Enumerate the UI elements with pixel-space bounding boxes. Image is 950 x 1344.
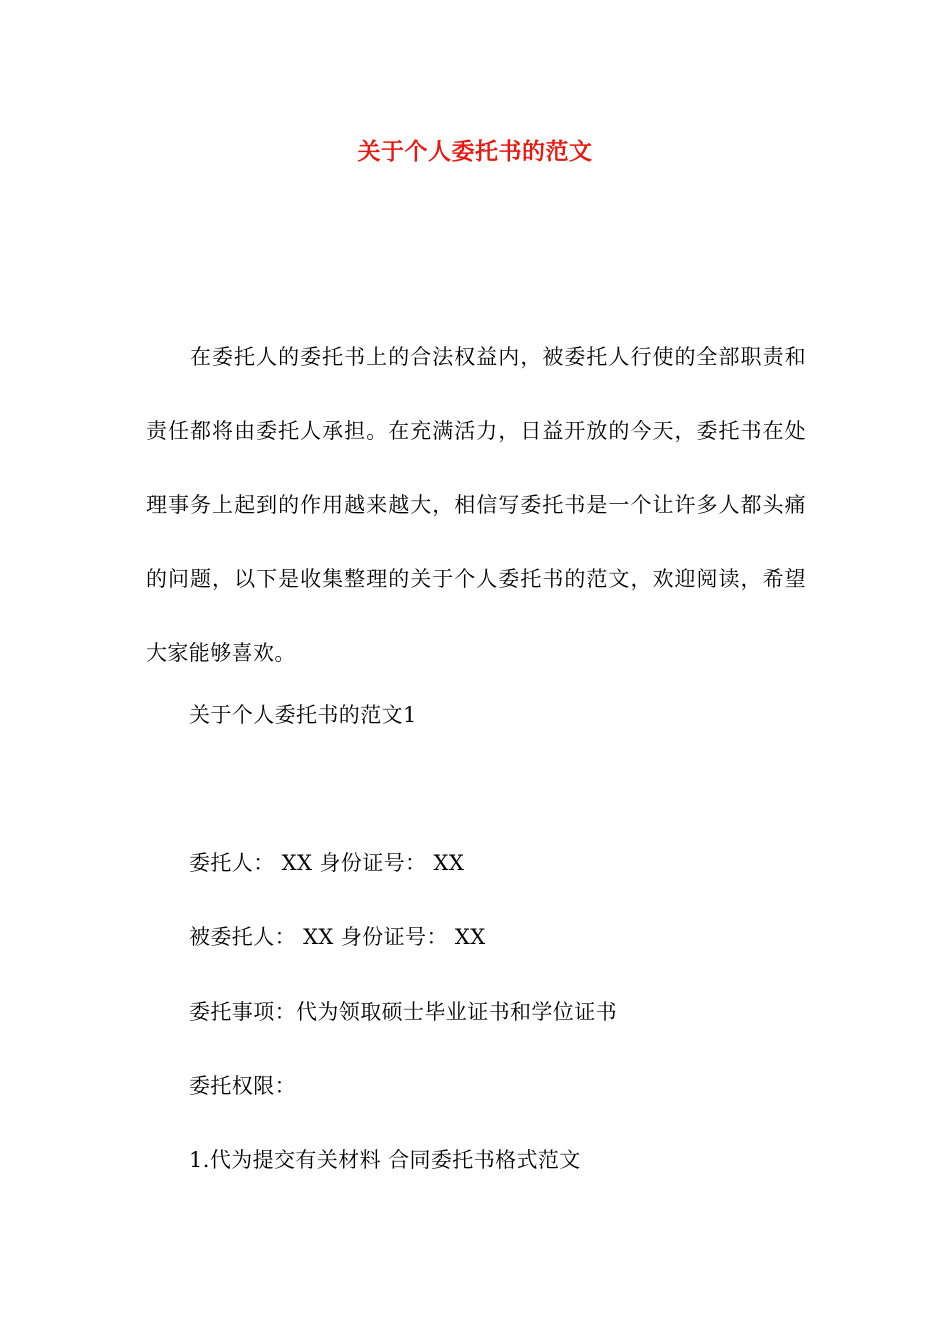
section-heading: 关于个人委托书的范文1	[189, 703, 417, 727]
document-title: 关于个人委托书的范文	[357, 138, 593, 165]
agent-line: 被委托人： XX 身份证号： XX	[189, 925, 486, 949]
principal-line: 委托人： XX 身份证号： XX	[189, 851, 465, 875]
authority-item-1: 1.代为提交有关材料 合同委托书格式范文	[189, 1148, 581, 1172]
matter-line: 委托事项：代为领取硕士毕业证书和学位证书	[189, 1000, 617, 1024]
authority-line: 委托权限：	[189, 1074, 296, 1098]
intro-paragraph: 在委托人的委托书上的合法权益内，被委托人行使的全部职责和责任都将由委托人承担。在充满活力，日益开放的今天，委托书在处理事务上起到的作用越来越大，相信写委托书是一个让许多人都头痛的问题，以下是收集整理的关于个人委托书的范文，欢迎阅读，希望大家能够喜欢。	[146, 345, 806, 665]
